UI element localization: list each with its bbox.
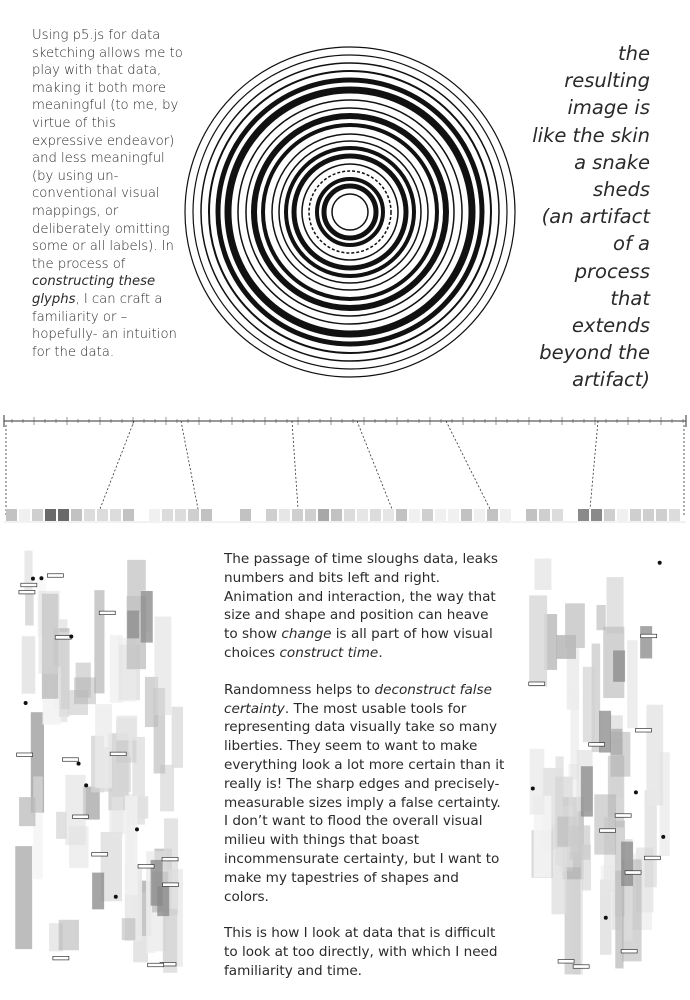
timeline-cell <box>71 509 82 521</box>
glyph-rect <box>91 736 104 793</box>
glyph-rect <box>531 830 552 878</box>
timeline-cell <box>578 509 589 521</box>
glyph-rect <box>534 796 552 877</box>
glyph-rect <box>154 688 165 773</box>
timeline-cell <box>266 509 277 521</box>
quote-line: resulting <box>564 69 650 93</box>
glyph-rect <box>592 644 601 752</box>
ring <box>317 179 383 245</box>
glyph-dot <box>69 634 73 638</box>
timeline-cell <box>604 509 615 521</box>
timeline-cell <box>149 509 160 521</box>
p1-text-3: . <box>378 644 383 661</box>
timeline-cell <box>422 509 433 521</box>
timeline-cell <box>188 509 199 521</box>
glyph-rect <box>636 847 653 912</box>
quote-line: image is <box>567 96 650 120</box>
ring <box>246 108 454 316</box>
glyph-tag <box>17 753 33 757</box>
timeline-cell <box>669 509 680 521</box>
glyph-tag <box>62 758 78 762</box>
timeline-connector <box>590 421 598 509</box>
glyph-rect <box>603 627 624 698</box>
glyph-rect <box>611 732 631 777</box>
glyph-rect <box>49 923 63 951</box>
glyph-rect <box>627 640 637 728</box>
glyph-tag <box>615 814 631 818</box>
glyph-rect <box>42 594 58 699</box>
ring <box>254 116 446 308</box>
timeline-cell <box>591 509 602 521</box>
glyph-tag <box>110 752 126 756</box>
timeline-cell <box>487 509 498 521</box>
quote-line: the <box>617 42 650 65</box>
ring <box>309 171 391 253</box>
glyph-tag <box>621 949 637 953</box>
glyph-rect <box>606 577 623 633</box>
glyph-rect <box>146 851 166 951</box>
glyph-rect <box>570 825 590 859</box>
glyph-rect <box>163 909 177 973</box>
glyph-rect <box>125 795 138 894</box>
glyph-rect <box>530 749 545 815</box>
paragraph-familiarity <box>224 924 506 980</box>
glyph-rect <box>582 845 591 891</box>
glyph-dot <box>604 916 608 920</box>
glyph-rect <box>127 596 146 669</box>
glyph-rect <box>556 756 564 865</box>
glyph-rect <box>601 865 615 889</box>
timeline-cell <box>500 509 511 521</box>
glyph-tag <box>55 636 71 640</box>
glyph-tag <box>73 815 89 819</box>
glyph-rect <box>83 787 100 820</box>
glyph-rect <box>118 638 136 702</box>
glyph-rect <box>604 817 615 892</box>
timeline-cell <box>84 509 95 521</box>
timeline-cell <box>617 509 628 521</box>
timeline-connector <box>181 421 198 509</box>
glyph-tag <box>625 871 641 875</box>
glyph-rect <box>612 880 622 930</box>
timeline-cell <box>279 509 290 521</box>
glyph-rect <box>562 797 584 879</box>
glyph-rect-dark <box>581 766 593 816</box>
glyph-rect-dark <box>599 711 611 753</box>
glyph-rect <box>163 869 183 967</box>
timeline-cell <box>110 509 121 521</box>
glyph-rect <box>108 733 128 810</box>
timeline-cell <box>370 509 381 521</box>
glyph-rect <box>559 806 572 871</box>
glyph-tag <box>21 583 37 587</box>
glyph-rect <box>535 559 552 590</box>
glyph-rect <box>660 752 670 856</box>
glyph-rect <box>567 648 579 709</box>
glyph-rect-dark <box>141 591 153 643</box>
glyph-rect <box>570 690 579 779</box>
p3-text: This is how I look at data that is difficult to look at too directly, with which I need familiarity and time. <box>224 925 498 979</box>
timeline-connector <box>357 421 392 509</box>
timeline-cell <box>383 509 394 521</box>
glyph-rect <box>152 872 168 913</box>
glyph-rect <box>59 632 70 717</box>
p2-emphasis: deconstruct false certainty <box>224 681 492 717</box>
timeline-cell <box>19 509 30 521</box>
glyph-rect-dark <box>127 611 139 639</box>
glyph-rect <box>529 595 547 686</box>
glyph-rect <box>127 796 148 818</box>
glyph-rect <box>557 817 577 847</box>
glyph-dot <box>661 835 665 839</box>
timeline-cell <box>292 509 303 521</box>
glyph-rect <box>59 920 79 950</box>
glyph-rect <box>133 892 148 962</box>
quote-line: a snake <box>574 150 650 174</box>
p1-text-1: The passage of time sloughs data, leaks numbers and bits left and right. Animation and interaction, the way that size and shape and position can heave to show <box>224 551 498 643</box>
glyph-tag <box>641 634 657 638</box>
glyph-rect <box>583 667 595 742</box>
glyph-tag <box>148 963 164 967</box>
glyph-rect <box>610 739 623 798</box>
quote-line: artifact) <box>572 368 650 392</box>
glyph-rect <box>54 628 70 709</box>
glyph-rect <box>645 790 657 887</box>
glyph-tag <box>558 960 574 964</box>
timeline-cell <box>396 509 407 521</box>
ring <box>185 47 515 377</box>
glyph-rect <box>117 757 131 792</box>
glyph-rect <box>116 718 136 762</box>
glyph-tag <box>635 729 651 733</box>
glyph-rect <box>164 818 178 915</box>
glyph-rect <box>112 797 124 837</box>
glyph-rect <box>101 832 122 901</box>
glyph-dot <box>531 787 535 791</box>
intro-paragraph <box>32 27 184 361</box>
timeline-cell <box>123 509 134 521</box>
ring <box>286 148 414 276</box>
glyph-rect <box>22 636 36 693</box>
quote-line: (an artifact <box>541 205 650 229</box>
glyph-rect <box>551 824 566 914</box>
glyph-rect <box>132 737 145 825</box>
glyph-rect-dark <box>92 873 104 910</box>
timeline-cell <box>45 509 56 521</box>
glyph-rect <box>110 635 123 703</box>
glyph-rect <box>565 603 585 648</box>
glyph-tag <box>529 682 545 686</box>
quote-line: of a <box>613 232 650 256</box>
timeline-cell <box>643 509 654 521</box>
glyph-tag <box>162 857 178 861</box>
glyph-dot <box>114 895 118 899</box>
timeline-cell <box>32 509 43 521</box>
pull-quote <box>500 40 650 394</box>
quote-line: beyond the <box>539 341 650 365</box>
glyph-rect <box>596 605 605 630</box>
glyph-rect <box>65 775 85 845</box>
glyph-rect <box>611 729 622 755</box>
glyph-rect <box>109 752 130 834</box>
glyph-rect <box>633 854 652 930</box>
glyph-dot <box>84 783 88 787</box>
glyph-rect <box>95 704 112 788</box>
glyph-rect <box>610 715 623 743</box>
timeline-cell <box>656 509 667 521</box>
glyph-rect <box>594 794 616 854</box>
timeline-cell <box>409 509 420 521</box>
timeline-cell <box>6 509 17 521</box>
timeline-cell <box>526 509 537 521</box>
glyph-rect <box>600 880 612 955</box>
glyph-tag <box>600 829 616 833</box>
glyph-tag <box>92 853 108 857</box>
glyph-rect <box>556 635 576 659</box>
timeline-cell <box>461 509 472 521</box>
glyph-rect <box>544 614 557 670</box>
glyph-rect <box>37 579 46 636</box>
paragraph-time <box>224 550 506 663</box>
glyph-rect <box>146 863 155 953</box>
glyph-tag <box>160 962 176 966</box>
glyph-rect <box>126 795 135 884</box>
timeline-cell <box>552 509 563 521</box>
glyph-rect <box>646 705 663 806</box>
glyph-rect-dark <box>640 626 652 658</box>
glyph-rect <box>160 765 174 812</box>
glyph-rect <box>565 867 581 974</box>
glyph-rect <box>31 712 44 812</box>
p2-text-1: Randomness helps to <box>224 681 375 698</box>
glyph-rect <box>38 591 59 674</box>
glyph-rect <box>94 590 104 693</box>
glyph-rect <box>615 821 625 917</box>
glyph-rect-dark <box>613 650 625 681</box>
glyph-rect <box>127 560 146 613</box>
quote-line: that <box>610 286 650 310</box>
glyph-rect <box>555 777 573 848</box>
timeline-cell <box>630 509 641 521</box>
timeline-cell <box>539 509 550 521</box>
glyph-tag <box>589 743 605 747</box>
glyph-rect <box>139 881 152 936</box>
timeline-cell <box>97 509 108 521</box>
paragraph-randomness <box>224 681 506 907</box>
quote-line: extends <box>571 314 650 338</box>
glyph-rect <box>154 849 172 911</box>
quote-line: sheds <box>592 178 650 202</box>
timeline-cell <box>201 509 212 521</box>
intro-emphasis: constructing these glyphs <box>32 274 156 307</box>
timeline-cell <box>331 509 342 521</box>
quote-line: like the skin <box>532 123 650 147</box>
glyph-rect <box>117 716 138 741</box>
glyph-rect <box>622 859 642 961</box>
glyph-rect-dark <box>151 860 163 906</box>
concentric-rings-glyph <box>183 45 517 379</box>
timeline-cell <box>344 509 355 521</box>
glyph-tag <box>53 956 69 960</box>
glyph-rect <box>119 644 140 700</box>
glyph-rect <box>141 591 152 632</box>
p1-emphasis-construct-time: construct time <box>279 644 379 661</box>
glyph-rect <box>608 756 624 828</box>
body-text <box>224 550 506 999</box>
intro-text-1: Using p5.js for data sketching allows me to play with that data, making it both more meaningful (to me, by virtue of this expressive endeavor) and less meaningful (by using un-conventional visual mappings, or deliberately omitting some or all labels). In the process of <box>32 28 183 272</box>
glyph-rect <box>125 864 142 941</box>
intro-text-2: , I can craft a familiarity or – hopefully- an intuition for the data. <box>32 291 177 360</box>
glyph-rect <box>24 551 32 593</box>
timeline-strip <box>0 405 690 525</box>
timeline-cell <box>305 509 316 521</box>
timeline-connector <box>292 421 298 509</box>
glyph-rect <box>172 707 183 768</box>
glyph-rect <box>103 747 112 792</box>
ring <box>218 80 482 344</box>
glyph-dot <box>658 561 662 565</box>
timeline-connector <box>100 421 134 509</box>
timeline-connector <box>446 421 490 509</box>
ring <box>193 55 507 369</box>
glyph-rect <box>59 619 67 722</box>
glyph-tag <box>19 590 35 594</box>
glyph-rect <box>145 677 158 727</box>
glyph-dot <box>39 576 43 580</box>
glyph-rect <box>122 918 136 940</box>
ring <box>279 141 421 283</box>
glyph-tag <box>573 965 589 969</box>
ring <box>294 156 406 268</box>
timeline-cell <box>162 509 173 521</box>
glyph-dot <box>31 577 35 581</box>
glyph-rect <box>154 617 171 715</box>
glyph-dot <box>135 827 139 831</box>
glyph-rect-dark <box>621 842 633 886</box>
glyph-dot <box>77 762 81 766</box>
glyph-rect <box>624 839 632 941</box>
glyph-rect <box>43 667 61 725</box>
glyph-rect <box>67 690 88 715</box>
timeline-cell <box>318 509 329 521</box>
ring <box>263 125 437 299</box>
glyph-dot <box>634 790 638 794</box>
glyph-tag <box>644 856 660 860</box>
glyph-dot <box>24 701 28 705</box>
p2-text-2: . The most usable tools for representing data visually take so many liberties. They seem to want to make everything look a lot more certain than it really is! The sharp edges and precisely-measurable sizes imply a false certainty. I don’t want to flood the overall visual milieu with things that boast incommensurate certainty, but I want to make my tapestries of shapes and colors. <box>224 700 505 905</box>
glyph-rect <box>25 593 34 625</box>
glyph-rect <box>69 826 88 868</box>
glyph-rect <box>19 797 35 826</box>
quote-line: process <box>574 259 650 283</box>
glyph-rect <box>15 846 32 949</box>
glyph-rect <box>577 750 593 811</box>
glyph-rect <box>76 663 91 698</box>
glyph-rect <box>74 677 96 704</box>
timeline-cell <box>240 509 251 521</box>
glyph-tag <box>47 574 63 578</box>
glyph-rect <box>33 777 43 880</box>
glyph-rect <box>572 879 583 974</box>
ring <box>332 194 368 230</box>
timeline-cell <box>58 509 69 521</box>
timeline-cell <box>474 509 485 521</box>
glyph-tag <box>99 611 115 615</box>
p1-emphasis-change: change <box>281 626 332 643</box>
timeline-cell <box>448 509 459 521</box>
timeline-cell <box>357 509 368 521</box>
glyph-rect <box>56 812 66 839</box>
p1-text-2: is all part of how visual choices <box>224 626 493 661</box>
glyph-tag <box>138 865 154 869</box>
glyph-rect <box>543 768 563 850</box>
glyph-rect-dark <box>157 886 169 916</box>
timeline-cell <box>175 509 186 521</box>
timeline-cell <box>435 509 446 521</box>
glyph-rect <box>569 764 579 852</box>
glyph-tag <box>163 883 179 887</box>
glyph-rect <box>615 871 623 969</box>
